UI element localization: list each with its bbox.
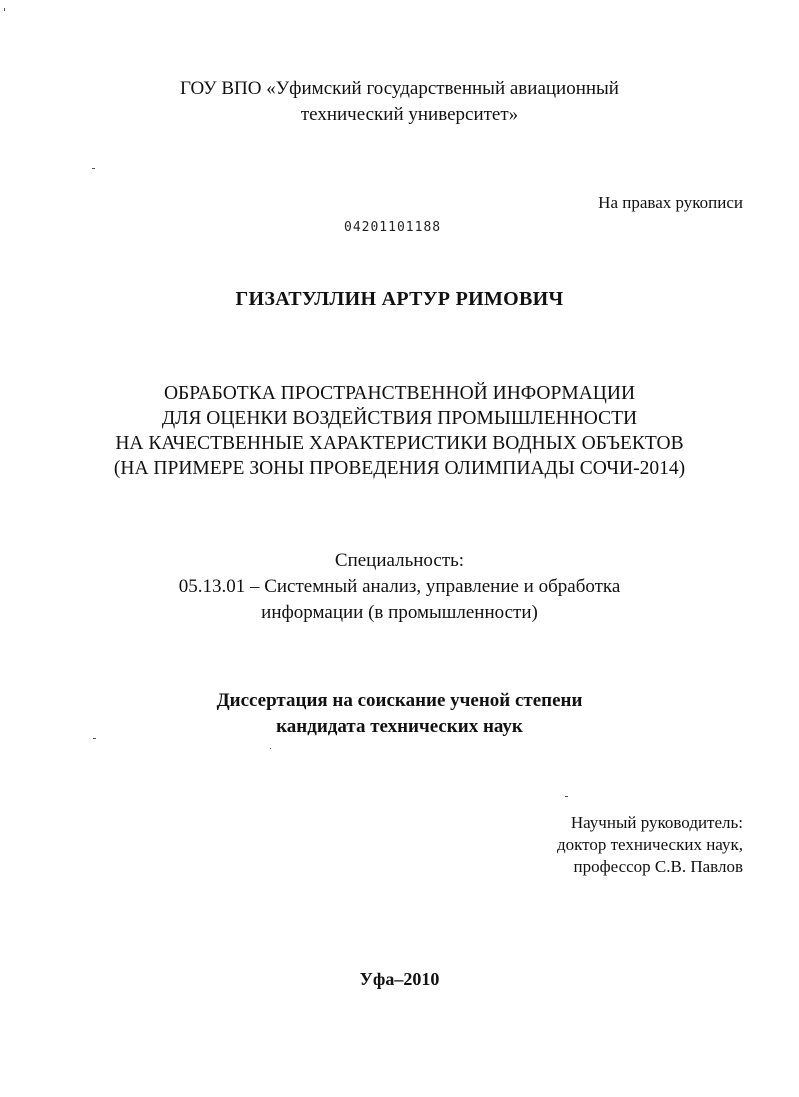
specialty-label: Специальность: [334, 550, 465, 571]
scan-speck [92, 168, 95, 169]
scan-speck [270, 748, 271, 749]
title-line-3: НА КАЧЕСТВЕННЫЕ ХАРАКТЕРИСТИКИ ВОДНЫХ ОБЪЕКТОВ [115, 433, 684, 454]
degree-statement [0, 688, 799, 740]
scan-speck [565, 796, 568, 797]
scan-speck [93, 738, 96, 739]
scientific-advisor [557, 812, 743, 878]
registration-code: 04201101188 [344, 220, 442, 235]
specialty-line-1: 05.13.01 – Системный анализ, управление и обработка [178, 576, 621, 597]
title-line-1: ОБРАБОТКА ПРОСТРАНСТВЕННОЙ ИНФОРМАЦИИ [163, 383, 636, 404]
title-line-4: (НА ПРИМЕРЕ ЗОНЫ ПРОВЕДЕНИЯ ОЛИМПИАДЫ СОЧИ-2014) [113, 458, 686, 479]
advisor-line-2: доктор технических наук, [556, 835, 743, 854]
organization-line-1: ГОУ ВПО «Уфимский государственный авиационный [180, 78, 619, 99]
advisor-line-3: профессор С.В. Павлов [573, 857, 743, 876]
dissertation-title [0, 381, 799, 481]
degree-line-2: кандидата технических наук [276, 716, 523, 737]
organization-name [0, 76, 799, 128]
title-line-2: ДЛЯ ОЦЕНКИ ВОЗДЕЙСТВИЯ ПРОМЫШЛЕННОСТИ [161, 408, 638, 429]
manuscript-rights-note: На правах рукописи [598, 193, 743, 212]
author-name: ГИЗАТУЛЛИН АРТУР РИМОВИЧ [235, 288, 564, 310]
scan-speck [4, 8, 5, 11]
degree-line-1: Диссертация на соискание ученой степени [216, 690, 583, 711]
advisor-line-1: Научный руководитель: [570, 813, 743, 832]
specialty-block [0, 548, 799, 626]
organization-line-2: технический университет» [300, 104, 519, 125]
city-year: Уфа–2010 [359, 969, 440, 989]
specialty-line-2: информации (в промышленности) [261, 602, 538, 623]
